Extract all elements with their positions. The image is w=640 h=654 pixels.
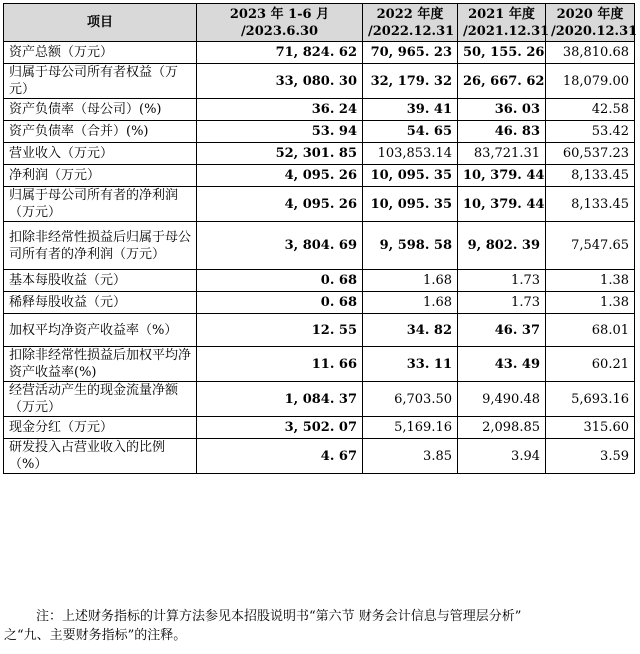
table-row xyxy=(4,165,635,187)
table-row xyxy=(4,314,635,347)
financial-indicators-table xyxy=(3,3,638,474)
row-value: 26, 667. 62 xyxy=(458,64,546,99)
row-label: 扣除非经常性损益后归属于母公司所有者的净利润（万元） xyxy=(4,222,197,270)
row-label: 营业收入（万元） xyxy=(4,143,197,165)
row-value: 36. 24 xyxy=(197,99,363,121)
table-row xyxy=(4,439,635,474)
row-value: 2,098.85 xyxy=(458,417,546,439)
row-value: 1.73 xyxy=(458,292,546,314)
table-row xyxy=(4,187,635,222)
header-item: 项目 xyxy=(4,4,197,42)
row-value: 9, 598. 58 xyxy=(363,222,458,270)
row-value: 39. 41 xyxy=(363,99,458,121)
row-value: 68.01 xyxy=(546,314,635,347)
row-value: 12. 55 xyxy=(197,314,363,347)
row-value: 53. 94 xyxy=(197,121,363,143)
header-2021: 2021 年度 /2021.12.31 xyxy=(458,4,546,42)
row-value: 10, 379. 44 xyxy=(458,165,546,187)
row-value: 4. 67 xyxy=(197,439,363,474)
row-value: 83,721.31 xyxy=(458,143,546,165)
row-value: 9, 802. 39 xyxy=(458,222,546,270)
row-value: 5,169.16 xyxy=(363,417,458,439)
table-row xyxy=(4,99,635,121)
row-value: 32, 179. 32 xyxy=(363,64,458,99)
table-footnote xyxy=(4,607,634,645)
row-value: 1.68 xyxy=(363,270,458,292)
row-value: 18,079.00 xyxy=(546,64,635,99)
row-label: 经营活动产生的现金流量净额（万元） xyxy=(4,382,197,417)
row-value: 1.73 xyxy=(458,270,546,292)
row-value: 34. 82 xyxy=(363,314,458,347)
table-row xyxy=(4,292,635,314)
row-value: 4, 095. 26 xyxy=(197,165,363,187)
row-value: 3, 502. 07 xyxy=(197,417,363,439)
row-value: 33. 11 xyxy=(363,347,458,382)
row-value: 9,490.48 xyxy=(458,382,546,417)
row-value: 60.21 xyxy=(546,347,635,382)
row-value: 46. 37 xyxy=(458,314,546,347)
row-value: 10, 095. 35 xyxy=(363,187,458,222)
row-value: 1, 084. 37 xyxy=(197,382,363,417)
row-value: 46. 83 xyxy=(458,121,546,143)
row-value: 11. 66 xyxy=(197,347,363,382)
row-value: 10, 095. 35 xyxy=(363,165,458,187)
footnote-line-1: 注：上述财务指标的计算方法参见本招股说明书“第六节 财务会计信息与管理层分析” xyxy=(36,609,522,624)
footnote-line-2: 之“九、主要财务指标”的注释。 xyxy=(4,628,187,643)
row-label: 扣除非经常性损益后加权平均净资产收益率(%) xyxy=(4,347,197,382)
row-value: 0. 68 xyxy=(197,270,363,292)
row-label: 净利润（万元） xyxy=(4,165,197,187)
row-value: 36. 03 xyxy=(458,99,546,121)
table-body xyxy=(4,42,635,474)
row-value: 7,547.65 xyxy=(546,222,635,270)
row-value: 50, 155. 26 xyxy=(458,42,546,64)
row-value: 1.68 xyxy=(363,292,458,314)
header-2022: 2022 年度 /2022.12.31 xyxy=(363,4,458,42)
row-value: 5,693.16 xyxy=(546,382,635,417)
header-2020: 2020 年度 /2020.12.31 xyxy=(546,4,635,42)
row-value: 71, 824. 62 xyxy=(197,42,363,64)
row-value: 38,810.68 xyxy=(546,42,635,64)
row-value: 3.94 xyxy=(458,439,546,474)
table-row xyxy=(4,222,635,270)
table-row xyxy=(4,270,635,292)
table-row xyxy=(4,417,635,439)
row-value: 103,853.14 xyxy=(363,143,458,165)
row-value: 315.60 xyxy=(546,417,635,439)
row-label: 资产总额（万元） xyxy=(4,42,197,64)
row-label: 稀释每股收益（元） xyxy=(4,292,197,314)
table-row xyxy=(4,143,635,165)
row-label: 基本每股收益（元） xyxy=(4,270,197,292)
row-label: 加权平均净资产收益率（%） xyxy=(4,314,197,347)
row-label: 资产负债率（合并）(%) xyxy=(4,121,197,143)
row-label: 现金分红（万元） xyxy=(4,417,197,439)
row-value: 43. 49 xyxy=(458,347,546,382)
row-value: 3.85 xyxy=(363,439,458,474)
row-label: 归属于母公司所有者的净利润（万元） xyxy=(4,187,197,222)
row-value: 8,133.45 xyxy=(546,187,635,222)
row-value: 6,703.50 xyxy=(363,382,458,417)
row-label: 资产负债率（母公司）(%) xyxy=(4,99,197,121)
row-value: 10, 379. 44 xyxy=(458,187,546,222)
header-2023h1: 2023 年 1-6 月 /2023.6.30 xyxy=(197,4,363,42)
table-row xyxy=(4,382,635,417)
row-value: 60,537.23 xyxy=(546,143,635,165)
table-header-row xyxy=(4,4,635,42)
row-value: 53.42 xyxy=(546,121,635,143)
row-value: 0. 68 xyxy=(197,292,363,314)
row-value: 3.59 xyxy=(546,439,635,474)
row-value: 4, 095. 26 xyxy=(197,187,363,222)
row-value: 8,133.45 xyxy=(546,165,635,187)
table-row xyxy=(4,121,635,143)
table-row xyxy=(4,64,635,99)
row-value: 42.58 xyxy=(546,99,635,121)
row-value: 52, 301. 85 xyxy=(197,143,363,165)
row-label: 归属于母公司所有者权益（万元） xyxy=(4,64,197,99)
row-value: 54. 65 xyxy=(363,121,458,143)
table-row xyxy=(4,347,635,382)
row-value: 70, 965. 23 xyxy=(363,42,458,64)
table-row xyxy=(4,42,635,64)
row-value: 3, 804. 69 xyxy=(197,222,363,270)
row-value: 1.38 xyxy=(546,270,635,292)
row-value: 33, 080. 30 xyxy=(197,64,363,99)
row-value: 1.38 xyxy=(546,292,635,314)
row-label: 研发投入占营业收入的比例（%） xyxy=(4,439,197,474)
